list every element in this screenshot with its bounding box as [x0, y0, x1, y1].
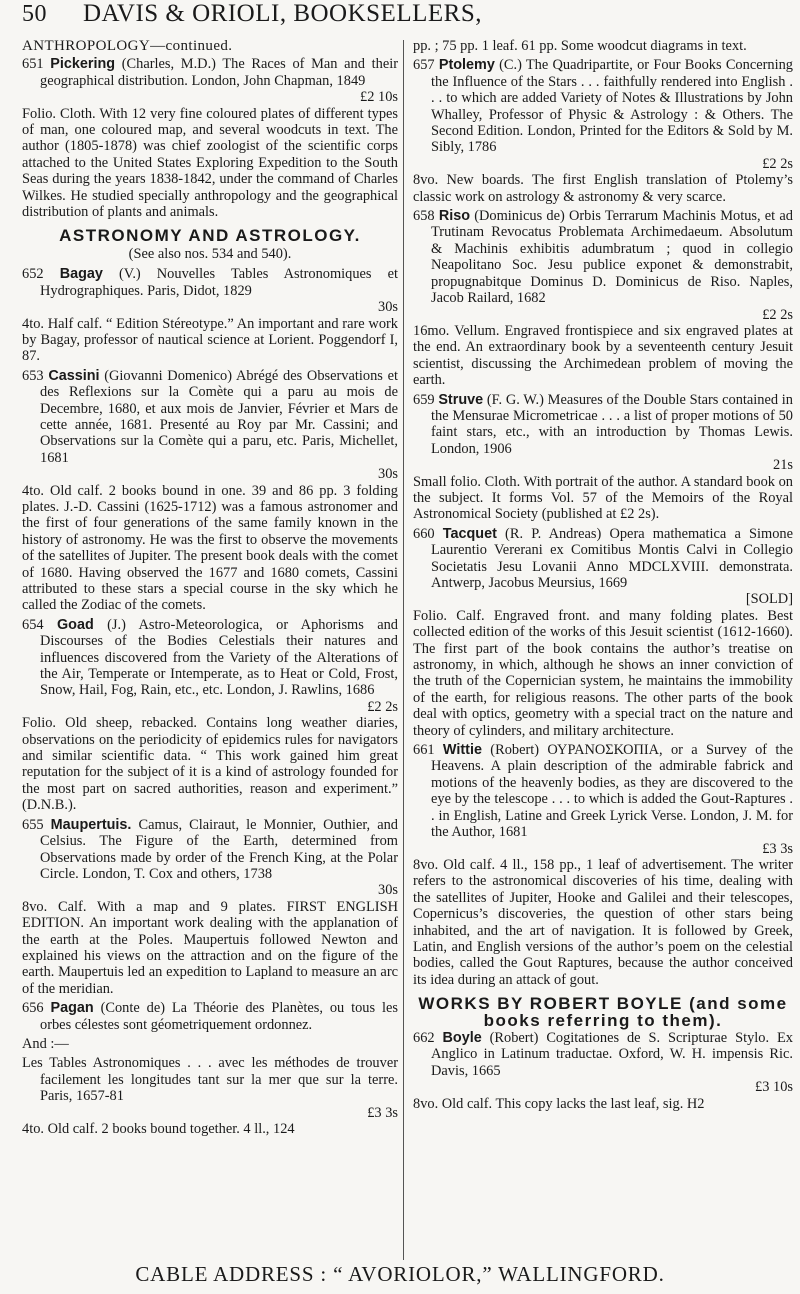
entry-description: 8vo. Old calf. 4 ll., 158 pp., 1 leaf of advertisement. The writer refers to the astronomical discoveries of his time, dealing with the satellites of Jupiter, Hooke and Galilei and their telescopes, Copernicus’s discoveries, the question of other stars being inhabited, and the art of navigation. It is followed by Greek, Latin, and English versions of the author’s poem on the celestial bodies, called the Gout Raptures, because the author conceived its idea during an attack of gout.	[413, 856, 793, 988]
entry-price: £2 2s	[762, 155, 793, 172]
entry-price: £3 10s	[755, 1079, 793, 1096]
entry-price: £2 2s	[762, 306, 793, 323]
entry-description: Folio. Cloth. With 12 very fine coloured plates of different types of man, one coloured map, and several woodcuts in text. The author (1805-1878) was chief zoologist of the scientific corps attached to the United States Exploring Expedition to the South Seas during the years 1838-1842, under the command of Charles Wilkes. He studied specially anthropology and the geographical distribution of plants and animals.	[22, 105, 398, 221]
left-column	[22, 38, 398, 1140]
cable-address: CABLE ADDRESS : “ AVORIOLOR,” WALLINGFORD.	[135, 1262, 665, 1286]
catalogue-entry	[22, 1000, 398, 1033]
entry-number: 661	[413, 742, 435, 759]
entry-price: £2 10s	[360, 89, 398, 106]
entry-text: (Dominicus de) Orbis Terrarum Machinis Motus, et ad Trutinam Revocatus Problemata Archimedaeum. Absolutum & Machinis exhibitis adumbratum ; quod in collegio Neapolitano Soc. Jesu publice exponet & demonstrabit, propugnabitque Dominus D. Dominicus de Riso. Naples, Jacob Railard, 1682	[431, 208, 793, 307]
catalogue-entry	[22, 266, 398, 364]
entry-number: 658	[413, 208, 435, 225]
catalogue-entry	[22, 617, 398, 814]
column-divider	[403, 40, 404, 1260]
catalogue-entry	[22, 56, 398, 220]
entry-number: 653	[22, 367, 44, 384]
catalogue-entry	[413, 392, 793, 523]
entries-list	[22, 56, 398, 220]
entry-description: 4to. Half calf. “ Edition Stéreotype.” An important and rare work by Bagay, professor of nautical science at Lorient. Poggendorf I, 87.	[22, 315, 398, 365]
entry-description: Folio. Calf. Engraved front. and many folding plates. Best collected edition of the works of this Jesuit scientist (1612-1660). The first part of the book contains the author’s treatise on astronomy, in which, although he shows an inner conviction of the truth of the Copernician system, he maintains the immobility of the earth, for religious reasons. The other parts of the book deal with optics, geometry with a special tract on the nature and theory of cylinders, and military architecture.	[413, 607, 793, 739]
entry-text: (C.) The Quadripartite, or Four Books Concerning the Influence of the Stars . . . faithfully rendered into English . . . to which are added Variety of Notes & Illustrations by John Whalley, Professor of Physic & Astrology : & Others. The Second Edition. London, Printed for the Editors & Sold by M. Sibly, 1786	[431, 57, 793, 156]
entry-text: (F. G. W.) Measures of the Double Stars contained in the Mensurae Micrometricae . . . a list of proper motions of 50 faint stars, etc., with an introduction by Thomas Lewis. London, 1906	[431, 391, 793, 457]
entry-name: Pickering	[50, 56, 116, 73]
continued-lead: pp. ; 75 pp. 1 leaf. 61 pp. Some woodcut diagrams in text.	[413, 38, 747, 54]
entry-description: 8vo. New boards. The first English translation of Ptolemy’s classic work on astrology & astronomy & very scarce.	[413, 172, 793, 205]
entry-description: Folio. Old sheep, rebacked. Contains long weather diaries, observations on the periodicity of epidemics rules for navigators and similar scientific data. “ This work gained him great reputation for the subject of it is a kind of astrology founded for the most part on sacred authorities, reason and experiment.” (D.N.B.).	[22, 715, 398, 814]
entry-description: 16mo. Vellum. Engraved frontispiece and six engraved plates at the end. An extraordinary book by a seventeenth century Jesuit scientist, discussing the Archimedean problem of moving the earth.	[413, 322, 793, 389]
entry-number: 655	[22, 816, 44, 833]
entry-price: £3 3s	[762, 840, 793, 857]
entry-price: 30s	[378, 299, 398, 316]
entry-description: 8vo. Calf. With a map and 9 plates. FIRST ENGLISH EDITION. An important work dealing with the applanation of the earth at the Poles. Maupertuis followed Newton and explained his views on the attraction and on the figure of the earth. Maupertuis led an expedition to Lapland to measure an arc of the meridian.	[22, 898, 398, 997]
entry-text: (Charles, M.D.) The Races of Man and their geographical distribution. London, John Chapman, 1849	[40, 56, 398, 89]
page-header	[22, 0, 792, 36]
right-column	[413, 38, 793, 1115]
entry-name: Tacquet	[442, 525, 497, 542]
entry-text: (Robert) Cogitationes de S. Scripturae Stylo. Ex Anglico in Latinum traductae. Oxford, W. H. impensis Ric. Davis, 1665	[431, 1029, 793, 1079]
entry-number: 652	[22, 266, 44, 283]
entry-number: 651	[22, 56, 44, 73]
entry-description: Small folio. Cloth. With portrait of the author. A standard book on the subject. It forms Vol. 57 of the Memoirs of the Royal Astronomical Society (published at £2 2s).	[413, 473, 793, 523]
catalogue-entry	[413, 57, 793, 205]
entry-price: 30s	[378, 466, 398, 483]
entry-text: (R. P. Andreas) Opera mathematica a Simone Laurentio Vererani ex Comitibus Montis Calvi in Collegio Societatis Jesu Lovanii Anno MDCLXVIII. demonstrata. Antwerp, Jacobus Meursius, 1669	[431, 525, 793, 591]
entry-price: 30s	[378, 882, 398, 899]
entry-name: Struve	[438, 391, 484, 408]
page-number: 50	[22, 1, 47, 27]
catalogue-entry	[413, 526, 793, 739]
entry-text: (Robert) ΟΥΡΑΝΟΣΚΟΠΙΑ, or a Survey of the Heavens. A plain description of the admirable fabrick and motions of the heavenly bodies, as they are discovered to the eye by the telescope . . . to which is added the Gout-Raptures . . in English, Latine and Greek Lyrick Verse. London, J. M. for the Author, 1681	[431, 742, 793, 841]
and-label: And :—	[22, 1035, 69, 1052]
entry-text: (V.) Nouvelles Tables Astronomiques et Hydrographiques. Paris, Didot, 1829	[40, 266, 398, 299]
entry-name: Wittie	[442, 742, 482, 759]
entry-number: 660	[413, 525, 435, 542]
catalogue-entry	[413, 208, 793, 388]
entry-description: 4to. Old calf. 2 books bound together. 4 ll., 124	[22, 1121, 295, 1137]
entry-text: Les Tables Astronomiques . . . avec les méthodes de trouver facilement les longitudes tant sur la mer que sur la terre. Paris, 1657-81	[22, 1055, 398, 1105]
firm-name: DAVIS & ORIOLI, BOOKSELLERS,	[83, 0, 482, 27]
catalogue-entry	[413, 742, 793, 988]
entry-price: £2 2s	[367, 698, 398, 715]
entry-price: [SOLD]	[745, 591, 793, 608]
entry-name: Maupertuis.	[50, 816, 132, 833]
entry-name: Goad	[56, 616, 94, 633]
entry-price: £3 3s	[367, 1104, 398, 1121]
continued-title: ANTHROPOLOGY—continued.	[22, 38, 233, 54]
entry-number: 659	[413, 391, 435, 408]
entry-name: Riso	[438, 208, 470, 225]
catalogue-entry	[22, 1055, 398, 1137]
entry-text: (Conte de) La Théorie des Planètes, ou tous les orbes célestes sont géometriquement ordonnez.	[40, 1000, 398, 1033]
section-heading: ASTRONOMY AND ASTROLOGY.	[59, 226, 361, 246]
entry-description: 8vo. Old calf. This copy lacks the last leaf, sig. H2	[413, 1095, 705, 1112]
catalogue-entry	[22, 817, 398, 997]
section-heading: WORKS BY ROBERT BOYLE (and some books referring to them).	[418, 994, 788, 1030]
entry-name: Ptolemy	[438, 57, 495, 74]
entries-list	[413, 1030, 793, 1112]
catalogue-entry	[22, 368, 398, 614]
entry-name: Bagay	[59, 266, 103, 283]
entry-name: Pagan	[50, 1000, 94, 1017]
entries-list	[22, 266, 398, 1033]
entry-number: 662	[413, 1029, 435, 1046]
entry-number: 654	[22, 616, 44, 633]
entry-number: 656	[22, 1000, 44, 1017]
entry-name: Boyle	[442, 1029, 482, 1046]
entry-name: Cassini	[48, 367, 100, 384]
catalogue-entry	[413, 1030, 793, 1112]
entries-list	[413, 57, 793, 988]
entry-number: 657	[413, 57, 435, 74]
entry-description: 4to. Old calf. 2 books bound in one. 39 and 86 pp. 3 folding plates. J.-D. Cassini (1625-1712) was a famous astronomer and the first of four generations of the same family known in the history of astronomy. He was the first to observe the movements of the satellites of Jupiter. The present book deals with the comet of 1680. Having observed the 1677 and 1680 comets, Cassini attributed to these stars a special course in the sky which he called the Zodiac of the comets.	[22, 482, 398, 614]
entry-price: 21s	[773, 457, 793, 474]
entry-text: Camus, Clairaut, le Monnier, Outhier, and Celsius. The Figure of the Earth, determined from Observations made by order of the French King, at the Polar Circle. London, T. Cox and others, 1738	[40, 816, 398, 882]
entry-text: (J.) Astro-Meteorologica, or Aphorisms and Discourses of the Bodies Celestials their natures and influences discovered from the Variety of the Alterations of the Air, Temperate or Intemperate, as to Heat or Cold, Frost, Snow, Hail, Fog, Rain, etc., etc. London, J. Rawlins, 1686	[40, 616, 398, 699]
section-subtitle: (See also nos. 534 and 540).	[128, 245, 292, 262]
entry-text: (Giovanni Domenico) Abrégé des Observations et des Reflexions sur la Comète qui a paru au mois de Decembre, 1680, et aux mois de Janvier, Février et Mars de cette année, 1681. Presenté au Roy par Mr. Cassini; and Observations sur la Comète qui a paru, etc. Paris, Michellet, 1681	[40, 367, 398, 466]
